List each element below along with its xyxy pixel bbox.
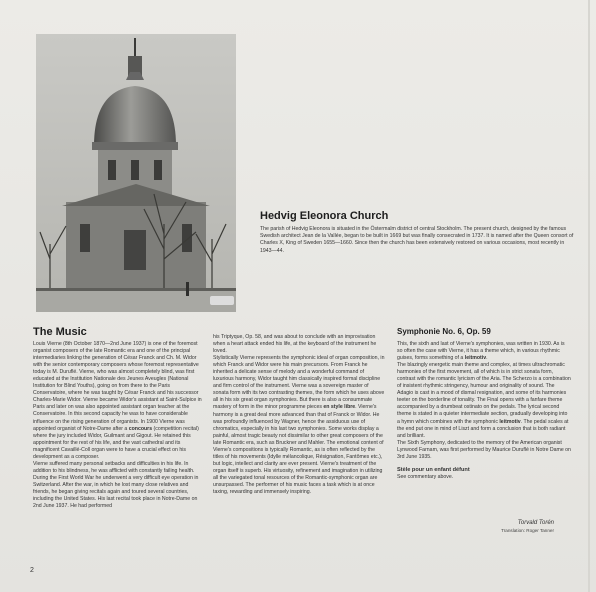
text-run: . The pedal scales at the end put one in mind of Liszt and form a conclusion that is both radiant and brilliant.: [397, 418, 569, 439]
text-bold: en style libre: [323, 404, 356, 411]
music-paragraph-2: Vierne suffered many personal setbacks and difficulties in his life. In addition to his blindness, he was afflicted with constantly failing health. During the First World War he underwent a very difficult eye operation in Switzerland. After the war, in which he lost many close relatives and friends, he began giving recitals again and toured several countries, including the United States. His last recital took place in Notre-Dame on 2nd June 1937. He had performed: [33, 460, 199, 510]
symphony-column: [397, 341, 571, 481]
stele-text: See commentary above.: [397, 473, 454, 480]
music-column-2: [213, 334, 385, 496]
music-paragraph-3: his Triptyque, Op. 58, and was about to conclude with an improvisation when a heart attack ended his life, at the keyboard of the instrument he loved.: [213, 334, 377, 355]
text-bold: leitmotiv: [464, 355, 487, 362]
text-run: The blazingly energetic main theme and complex, at times ultrachromatic harmonies of the first movement, all of which is in strict sonata form, contrast with the romantic lyricism of the Aria. The Scherzo is a combination of insistent rhythmic stringency, humour and originality of sound. The Adagio is cast in a mood of dismal resignation, and some of its harmonies teeter on the borderline of tonality. The Final opens with a fanfare theme accompanied by a drumbeat ostinato on the pedals. The lyrical second theme is stated in a quieter intermediate section, gradually developing into a hymn which combines with the symphonic: [397, 362, 571, 425]
music-column-1: [33, 341, 205, 510]
church-photo: [36, 34, 236, 312]
text-run: .: [486, 355, 488, 362]
text-run: Louis Vierne (8th October 1870—2nd June 1937) is one of the foremost organist composers of the late Romantic era and one of the principal intermediaries linking the generation of César Franck and Ch. M. Widor with the senior contemporary composers whose foremost representative today is M. Duruflé. Vierne, who was almost completely blind, was first educated at the Institution Nationale des Jeunes Aveugles (National Institution for Blind Youths), going on from there to the Paris Conservatoire, where he was taught by César Franck and his successor Charles-Marie Widor. Vierne became Widor's assistant at Saint-Sulpice in Paris and later on was also appointed assistant organ teacher at the Conservatoire. In this second capacity he was to have considerable influence on the rising generation of organists. In 1900 Vierne was appointed organist of Notre-Dame after a: [33, 341, 202, 432]
page-crease: [588, 0, 590, 592]
music-paragraph-4: [213, 355, 385, 496]
church-photo-icon: [36, 34, 236, 312]
symphony-title: Symphonie No. 6, Op. 59: [397, 327, 491, 336]
text-run: This, the sixth and last of Vierne's symphonies, was written in 1930. As is so often the case with Vierne, it has a theme which, in various rhythmic guises, forms something of a: [397, 341, 565, 362]
symphony-paragraph-1: [397, 341, 571, 362]
stele-title: Stèle pour un enfant défunt: [397, 466, 470, 473]
translator-credit: Translation: Roger Tanner: [501, 528, 554, 533]
text-run: . Vierne's harmony is a great deal more advanced than that of Franck or Widor. He was profoundly influenced by Wagner, hence the assiduous use of chromatics, especially in his last two symphonies. Some works display a painful, almost tragic beauty not dissimilar to other great composers of the late Romantic era, such as Bruckner and Mahler. The emotional content of Vierne's compositions is typically Romantic, as is often reflected by the titles of his movements (Idylle mélancolique, Résignation, Fantômes etc.), but logic, intellect and clarity are ever present. Vierne's treatment of the organ itself is superb. His virtuosity, refinement and imagination in utilizing all the variegated tonal resources of the Romantic-symphonic organ are unsurpassed. The performer of his music faces a task which is at once taxing, rewarding and immensely inspiring.: [213, 404, 384, 496]
text-bold: concours: [128, 425, 153, 432]
symphony-paragraph-2: [397, 362, 571, 440]
symphony-paragraph-3: The Sixth Symphony, dedicated to the memory of the American organist Lynwood Farnam, was first performed by Maurice Duruflé in Notre Dame on 3rd June 1935.: [397, 439, 571, 460]
text-run: Stylistically Vierne represents the symphonic ideal of organ composition, in which Franck and Widor were his main precursors. From Franck he inherited a delicate sense of melody and a wonderful command of luxurious harmony, Widor taught him classically inspired formal discipline and firm control of the instrument. Vierne was a sovereign master of sonata form with its two contrasting themes, the form which he uses above all in his six great organ symphonies. But there is also a consummate mastery of form in the minor programme pieces: [213, 355, 385, 411]
text-run: (competition recital) where the jury included Widor, Guilmant and Gigout. He retained this appointment for the rest of his life, and the vast cathedral and its magnificent Cavaillé-Coll organ were to have a crucial effect on his development as a composer.: [33, 425, 199, 460]
page-number: 2: [30, 567, 34, 574]
text-bold: leitmotiv: [499, 418, 521, 425]
author-signature: Torvald Torén: [517, 520, 554, 526]
church-title: Hedvig Eleonora Church: [260, 210, 389, 222]
church-description: The parish of Hedvig Eleonora is situated in the Östermalm district of central Stockholm. The present church, designed by the famous Swedish architect Jean de la Vallée, began to be built in 1669 but was finally consecrated in 1737. It is named after the Queen consort of Charles X, King of Sweden 1655—1660. Since then the church has been extensively restored on various occasions, most recently in 1943—44.: [260, 226, 574, 254]
music-title: The Music: [33, 326, 87, 338]
music-paragraph-1: [33, 341, 205, 461]
